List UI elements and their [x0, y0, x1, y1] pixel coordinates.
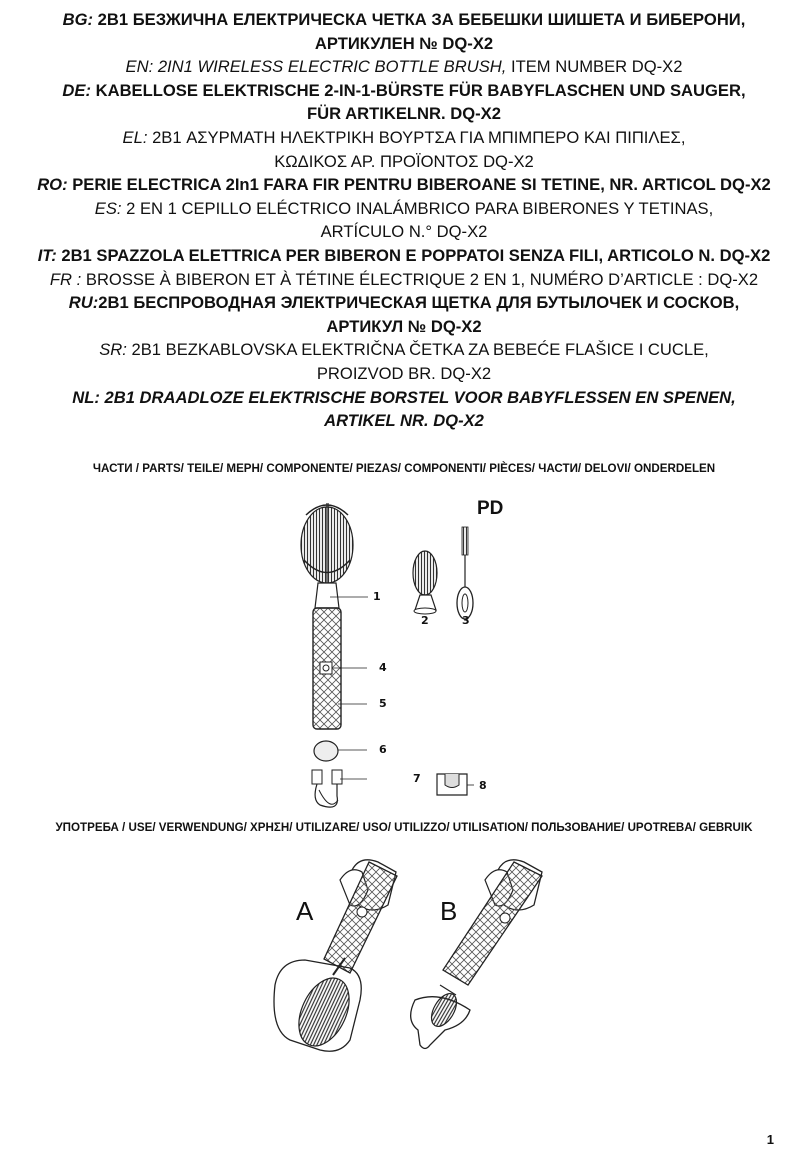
- straw-brush: [457, 527, 473, 619]
- title-text: ARTÍCULO N.° DQ-X2: [320, 222, 488, 242]
- language-code: FR :: [49, 269, 82, 289]
- part-number-6: 6: [379, 743, 387, 756]
- parts-heading: ЧАСТИ / PARTS/ TEILE/ ΜΕΡΗ/ COMPONENTE/ PIEZAS/ COMPONENTI/ PIÈCES/ ЧАСТИ/ DELOVI/ ONDERDELEN: [92, 462, 716, 475]
- pd-label: PD: [477, 498, 504, 519]
- language-code: NL:: [72, 387, 100, 407]
- title-text: ΚΩΔΙΚΟΣ ΑΡ. ΠΡΟΪΟΝΤΟΣ DQ-X2: [274, 151, 534, 171]
- title-text: 2В1 БЕСПРОВОДНАЯ ЭЛЕКТРИЧЕСКАЯ ЩЕТКА ДЛЯ БУТЫЛОЧЕК И СОСКОВ,: [98, 293, 740, 313]
- title-text: KABELLOSE ELEKTRISCHE 2-IN-1-BÜRSTE FÜR BABYFLASCHEN UND SAUGER,: [91, 80, 746, 100]
- title-text: 2B1 ΑΣΥΡΜΑΤΗ ΗΛΕΚΤΡΙΚΗ ΒΟΥΡΤΣΑ ΓΙΑ ΜΠΙΜΠΕΡΟ ΚΑΙ ΠΙΠΙΛΕΣ,: [147, 127, 686, 147]
- language-code: SR:: [99, 340, 127, 360]
- language-code: BG:: [62, 10, 94, 29]
- language-code: ES:: [94, 198, 122, 218]
- title-text: 2IN1 WIRELESS ELECTRIC BOTTLE BRUSH,: [153, 57, 507, 77]
- figure-label-a: A: [296, 896, 314, 926]
- part-number-7: 7: [413, 772, 421, 785]
- language-code: EN:: [125, 57, 154, 77]
- title-text: 2 EN 1 CEPILLO ELÉCTRICO INALÁMBRICO PARA BIBERONES Y TETINAS,: [121, 198, 714, 218]
- title-text: 2В1 БЕЗЖИЧНА ЕЛЕКТРИЧЕСКА ЧЕТКА ЗА БЕБЕШКИ ШИШЕТА И БИБЕРОНИ,: [93, 10, 746, 29]
- part-number-4: 4: [379, 661, 387, 674]
- title-text: PROIZVOD BR. DQ-X2: [316, 363, 492, 383]
- usage-illustration-b: [411, 860, 542, 1049]
- part-number-1: 1: [373, 590, 381, 603]
- title-text: PERIE ELECTRICA 2In1 FARA FIR PENTRU BIBEROANE SI TETINE, NR. ARTICOL DQ-X2: [67, 175, 771, 195]
- main-brush: [301, 503, 368, 729]
- usb-cable: [312, 770, 367, 807]
- title-item-number: ITEM NUMBER DQ-X2: [506, 57, 683, 77]
- page-number: 1: [766, 1132, 774, 1147]
- title-text: АРТИКУЛЕН № DQ-X2: [314, 33, 494, 53]
- title-text: ARTIKEL NR. DQ-X2: [324, 411, 484, 431]
- part-number-8: 8: [479, 779, 487, 792]
- figure-label-b: B: [440, 896, 458, 926]
- title-text: FÜR ARTIKELNR. DQ-X2: [307, 104, 501, 124]
- language-code: RU:: [68, 293, 99, 313]
- language-code: IT:: [37, 245, 57, 265]
- usage-illustration-a: [274, 860, 397, 1054]
- title-text: BROSSE À BIBERON ET À TÉTINE ÉLECTRIQUE 2 EN 1, NUMÉRO D’ARTICLE : DQ-X2: [81, 269, 759, 289]
- nipple-brush: [413, 551, 437, 614]
- language-code: EL:: [122, 127, 148, 147]
- title-text: 2B1 BEZKABLOVSKA ELEKTRIČNA ČETKA ZA BEBEĆE FLAŠICE I CUCLE,: [126, 340, 709, 360]
- title-text: 2B1 SPAZZOLA ELETTRICA PER BIBERON E POPPATOI SENZA FILI, ARTICOLO N. DQ-X2: [56, 245, 771, 265]
- language-code: DE:: [62, 80, 91, 100]
- part-number-5: 5: [379, 697, 387, 710]
- title-text: АРТИКУЛ № DQ-X2: [326, 316, 482, 336]
- part-number-3: 3: [462, 614, 470, 627]
- part-number-2: 2: [421, 614, 429, 627]
- charging-disc: [314, 741, 367, 761]
- wall-holder: [437, 774, 474, 795]
- language-code: RO:: [37, 175, 68, 195]
- title-text: 2B1 DRAADLOZE ELEKTRISCHE BORSTEL VOOR BABYFLESSEN EN SPENEN,: [99, 387, 736, 407]
- usage-heading: УПОТРЕБА / USE/ VERWENDUNG/ ΧΡΗΣΗ/ UTILIZARE/ USO/ UTILIZZO/ UTILISATION/ ПОЛЬЗОВАНИЕ/ UPOTREBA/ GEBRUIK: [55, 821, 753, 834]
